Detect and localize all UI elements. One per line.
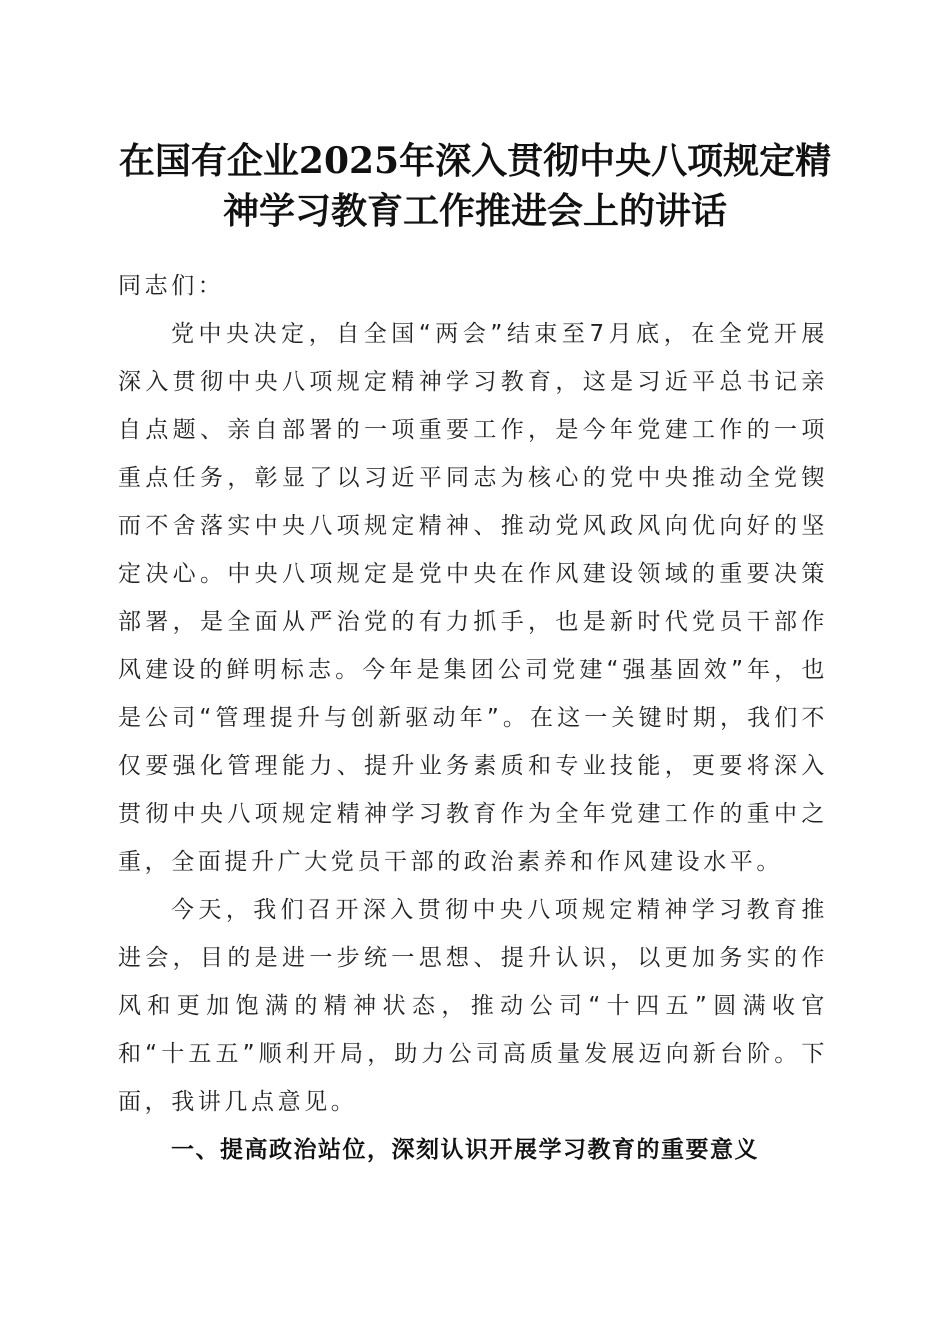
section-heading: 一、提高政治站位，深刻认识开展学习教育的重要意义	[171, 1137, 759, 1163]
document-title: 在国有企业2025年深入贯彻中央八项规定精神学习教育工作推进会上的讲话	[118, 140, 832, 232]
salutation: 同志们：	[118, 273, 225, 299]
paragraph-2: 今天，我们召开深入贯彻中央八项规定精神学习教育推进会，目的是进一步统一思想、提升认识，以更加务实的作风和更加饱满的精神状态，推动公司“十四五”圆满收官和“十五五”顺利开局，助力公司高质量发展迈向新台阶。下面，我讲几点意见。	[118, 897, 828, 1115]
paragraph-1: 党中央决定，自全国“两会”结束至7月底，在全党开展深入贯彻中央八项规定精神学习教育，这是习近平总书记亲自点题、亲自部署的一项重要工作，是今年党建工作的一项重点任务，彰显了以习近平同志为核心的党中央推动全党锲而不舍落实中央八项规定精神、推动党风政风向优向好的坚定决心。中央八项规定是党中央在作风建设领域的重要决策部署，是全面从严治党的有力抓手，也是新时代党员干部作风建设的鲜明标志。今年是集团公司党建“强基固效”年，也是公司“管理提升与创新驱动年”。在这一关键时期，我们不仅要强化管理能力、提升业务素质和专业技能，更要将深入贯彻中央八项规定精神学习教育作为全年党建工作的重中之重，全面提升广大党员干部的政治素养和作风建设水平。	[118, 321, 828, 875]
document-body	[118, 262, 828, 1174]
